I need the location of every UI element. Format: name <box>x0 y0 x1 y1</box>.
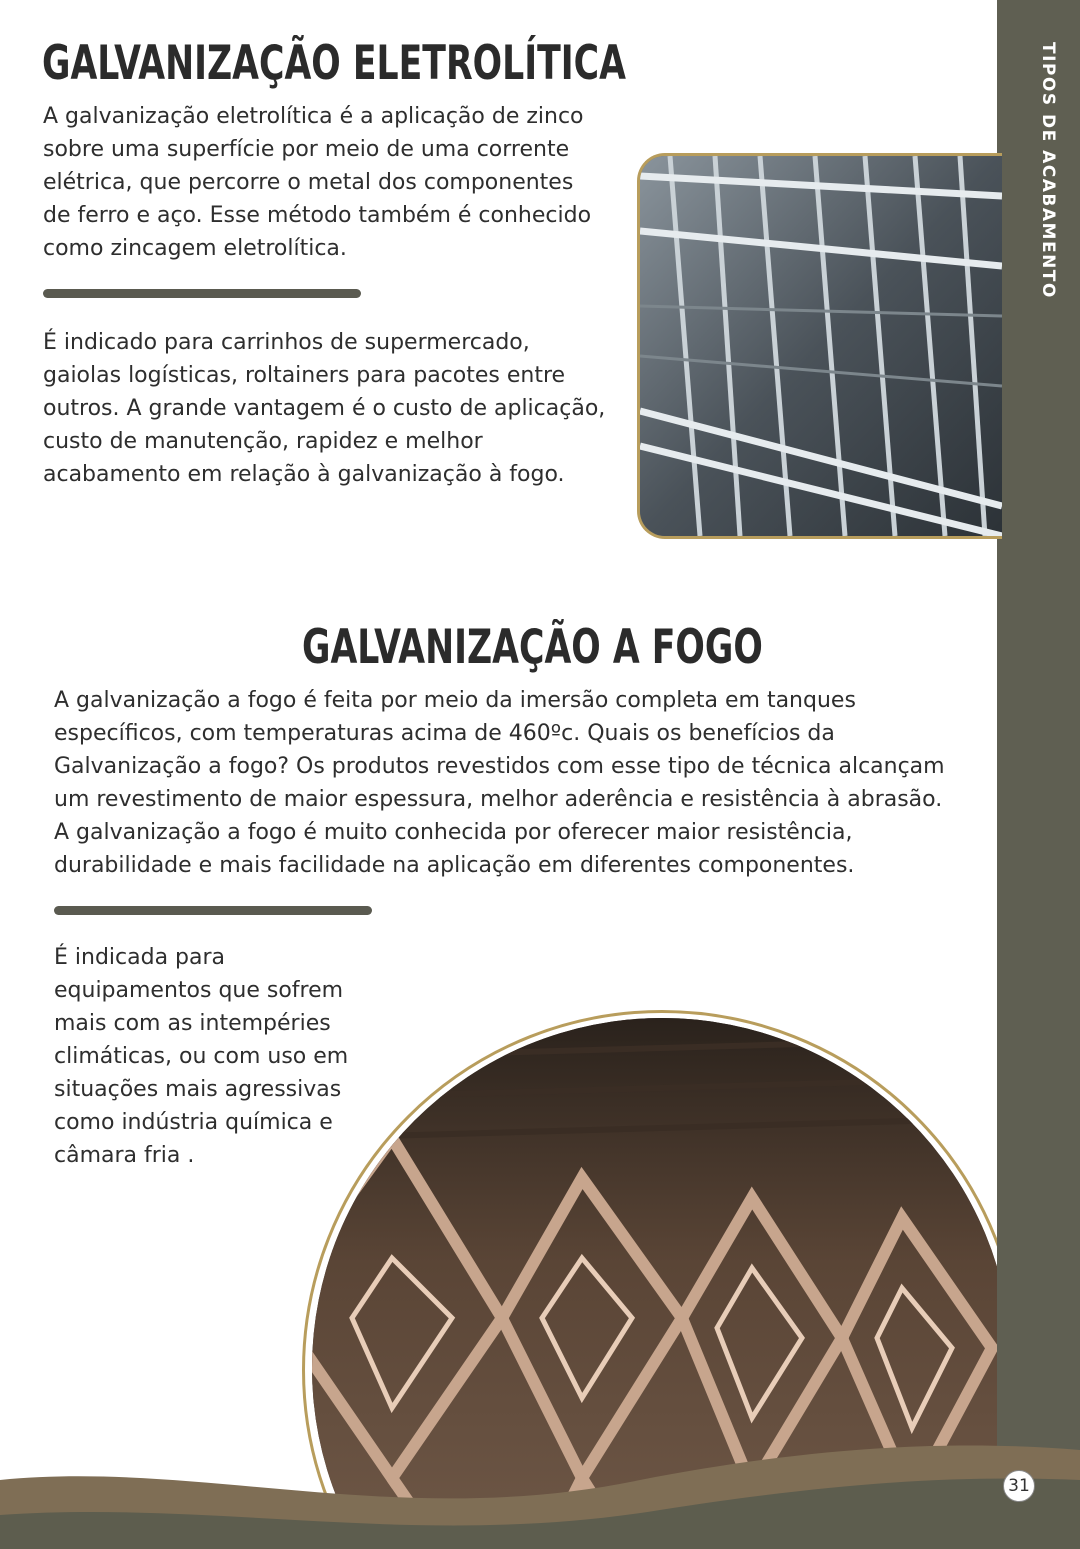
divider <box>54 906 372 915</box>
paragraph-eletrolitica-definition: A galvanização eletrolítica é a aplicação de zinco sobre uma superfície por meio de uma corrente elétrica, que percorre o metal dos componentes de ferro e aço. Esse método também é conhecido como zincagem eletrolítica. <box>43 104 592 261</box>
paragraph-fogo-uses: É indicada para equipamentos que sofrem mais com as intempéries climáticas, ou com uso em situações mais agressivas como indústria química e câmara fria . <box>54 945 349 1168</box>
section-title-eletrolitica: GALVANIZAÇÃO ELETROLÍTICA <box>42 36 626 91</box>
decorative-wave <box>0 1420 1080 1549</box>
divider <box>43 289 361 298</box>
section-title-fogo: GALVANIZAÇÃO A FOGO <box>302 620 763 675</box>
page-number: 31 <box>1003 1470 1035 1502</box>
sidebar-label: TIPOS DE ACABAMENTO <box>1038 42 1058 299</box>
paragraph-fogo-definition: A galvanização a fogo é feita por meio da imersão completa em tanques específicos, com temperaturas acima de 460ºc. Quais os benefícios da Galvanização a fogo? Os produtos revestidos com esse tipo de técnica alcançam um revestimento de maior espessura, melhor aderência e resistência à abrasão. A galvanização a fogo é muito conhecida por oferecer maior resistência, durabilidade e mais facilidade na aplicação em diferentes componentes. <box>54 688 945 878</box>
wire-cart-photo <box>637 153 1002 539</box>
paragraph-eletrolitica-uses: É indicado para carrinhos de supermercado, gaiolas logísticas, roltainers para pacotes entre outros. A grande vantagem é o custo de aplicação, custo de manutenção, rapidez e melhor acabamento em relação à galvanização à fogo. <box>43 330 606 487</box>
